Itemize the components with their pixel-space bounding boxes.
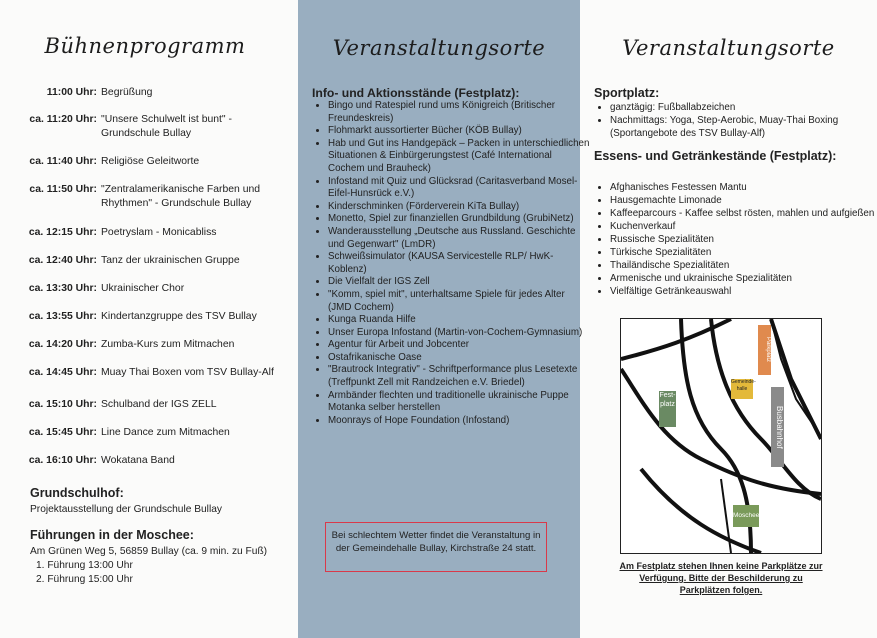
map-roads xyxy=(621,319,821,553)
list-item: • Schweißsimulator (KAUSA Servicestelle RLP/ HwK-Koblenz) xyxy=(328,251,590,276)
food-title: Essens- und Getränkestände (Festplatz): xyxy=(594,149,837,163)
program-entry: ca. 16:10 Uhr: Wokatana Band xyxy=(28,455,175,466)
program-entry: ca. 13:55 Uhr: Kindertanzgruppe des TSV Bullay xyxy=(28,311,257,322)
list-item: • Armenische und ukrainische Spezialitäten xyxy=(610,272,877,285)
info-stands-title: Info- und Aktionsstände (Festplatz): xyxy=(312,86,520,100)
list-item: • Hab und Gut ins Handgepäck – Packen in unterschiedlichen Situationen & Einbürgerungstest (Café International Cochem und Brauheck) xyxy=(328,138,590,176)
list-item: • Russische Spezialitäten xyxy=(610,233,877,246)
list-item: • Kinderschminken (Förderverein KiTa Bullay) xyxy=(328,201,590,214)
program-entry: 11:00 Uhr: Begrüßung xyxy=(46,87,153,98)
list-item: • Agentur für Arbeit und Jobcenter xyxy=(328,339,590,352)
parkplatz-marker: Parkplatz xyxy=(758,325,771,375)
program-entry: ca. 12:40 Uhr: Tanz der ukrainischen Gruppe xyxy=(28,255,240,266)
list-item: • Bingo und Ratespiel rund ums Königreich (Britischer Freundeskreis) xyxy=(328,100,590,125)
list-item: • Türkische Spezialitäten xyxy=(610,246,877,259)
sport-title: Sportplatz: xyxy=(594,86,660,100)
venues-heading: Veranstaltungsorte xyxy=(622,36,835,60)
list-item: • Moonrays of Hope Foundation (Infostand) xyxy=(328,415,590,428)
festplatz-marker: Fest-platz xyxy=(659,391,676,427)
parking-note: Am Festplatz stehen Ihnen keine Parkplätze zur Verfügung. Bitte der Beschilderung zu Parkplätzen folgen. xyxy=(619,561,823,595)
program-entry: ca. 12:15 Uhr: Poetryslam - Monicabliss xyxy=(28,227,217,238)
program-entry: ca. 14:20 Uhr: Zumba-Kurs zum Mitmachen xyxy=(28,339,235,350)
info-stands-list xyxy=(314,100,590,427)
food-list xyxy=(596,181,877,298)
list-item: • Thailändische Spezialitäten xyxy=(610,259,877,272)
schoolyard-text: Projektausstellung der Grundschule Bullay xyxy=(30,504,222,515)
busbahnhof-marker: Busbahnhof xyxy=(771,387,784,467)
list-item: • Wanderausstellung „Deutsche aus Russland. Geschichte und Gegenwart" (LmDR) xyxy=(328,226,590,251)
list-item: • Flohmarkt aussortierter Bücher (KÖB Bullay) xyxy=(328,125,590,138)
list-item: • Nachmittags: Yoga, Step-Aerobic, Muay-Thai Boxing (Sportangebote des TSV Bullay-Alf) xyxy=(610,114,877,140)
gemeindehalle-marker: Gemeinde-halle xyxy=(731,379,753,399)
stage-program-column xyxy=(0,0,296,638)
list-item: • Afghanisches Festessen Mantu xyxy=(610,181,877,194)
list-item: • Kuchenverkauf xyxy=(610,220,877,233)
stage-program-heading: Bühnenprogramm xyxy=(44,34,246,58)
venues-heading: Veranstaltungsorte xyxy=(332,36,546,60)
program-entry: ca. 11:20 Uhr: "Unsere Schulwelt ist bunt" - Grundschule Bullay xyxy=(29,114,232,139)
list-item: • "Brautrock Integrativ" - Schriftperformance plus Lesetexte (Treffpunkt Zell mit Randzeichen e.V. Briedel) xyxy=(328,364,590,389)
venues-column xyxy=(586,0,877,638)
list-item: • Ostafrikanische Oase xyxy=(328,352,590,365)
list-item: • Vielfältige Getränkeauswahl xyxy=(610,285,877,298)
program-entry: ca. 11:40 Uhr: Religiöse Geleitworte xyxy=(29,156,200,167)
moschee-marker: Moschee xyxy=(733,505,759,527)
list-item: • Die Vielfalt der IGS Zell xyxy=(328,276,590,289)
sport-list xyxy=(596,101,877,140)
list-item: • Unser Europa Infostand (Martin-von-Cochem-Gymnasium) xyxy=(328,327,590,340)
mosque-address: Am Grünen Weg 5, 56859 Bullay (ca. 9 min. zu Fuß) xyxy=(30,546,268,557)
program-entry: ca. 15:45 Uhr: Line Dance zum Mitmachen xyxy=(28,427,230,438)
list-item: • Infostand mit Quiz und Glücksrad (Caritasverband Mosel-Eifel-Hunsrück e.V.) xyxy=(328,176,590,201)
list-item: • Kaffeeparcours - Kaffee selbst rösten, mahlen und aufgießen xyxy=(610,207,877,220)
list-item: • ganztägig: Fußballabzeichen xyxy=(610,101,877,114)
schoolyard-title: Grundschulhof: xyxy=(30,486,124,500)
list-item: • Monetto, Spiel zur finanziellen Grundbildung (GrubiNetz) xyxy=(328,213,590,226)
program-entry: ca. 15:10 Uhr: Schulband der IGS ZELL xyxy=(28,399,217,410)
program-entry: ca. 11:50 Uhr: "Zentralamerikanische Farben und Rhythmen" - Grundschule Bullay xyxy=(29,184,261,209)
list-item: • Kunga Ruanda Hilfe xyxy=(328,314,590,327)
info-stands-panel xyxy=(298,0,590,638)
tour-item: 1. Führung 13:00 Uhr xyxy=(36,560,133,571)
location-map xyxy=(620,318,822,554)
bad-weather-notice: Bei schlechtem Wetter findet die Veranstaltung in der Gemeindehalle Bullay, Kirchstraße 24 statt. xyxy=(325,522,547,572)
list-item: • Hausgemachte Limonade xyxy=(610,194,877,207)
program-entry: ca. 13:30 Uhr: Ukrainischer Chor xyxy=(28,283,185,294)
tour-item: 2. Führung 15:00 Uhr xyxy=(36,574,133,585)
list-item: • "Komm, spiel mit", unterhaltsame Spiele für jedes Alter (JMD Cochem) xyxy=(328,289,590,314)
mosque-title: Führungen in der Moschee: xyxy=(30,528,194,542)
list-item: • Armbänder flechten und traditionelle ukrainische Puppe Motanka selber herstellen xyxy=(328,390,590,415)
program-entry: ca. 14:45 Uhr: Muay Thai Boxen vom TSV Bullay-Alf xyxy=(28,367,274,378)
